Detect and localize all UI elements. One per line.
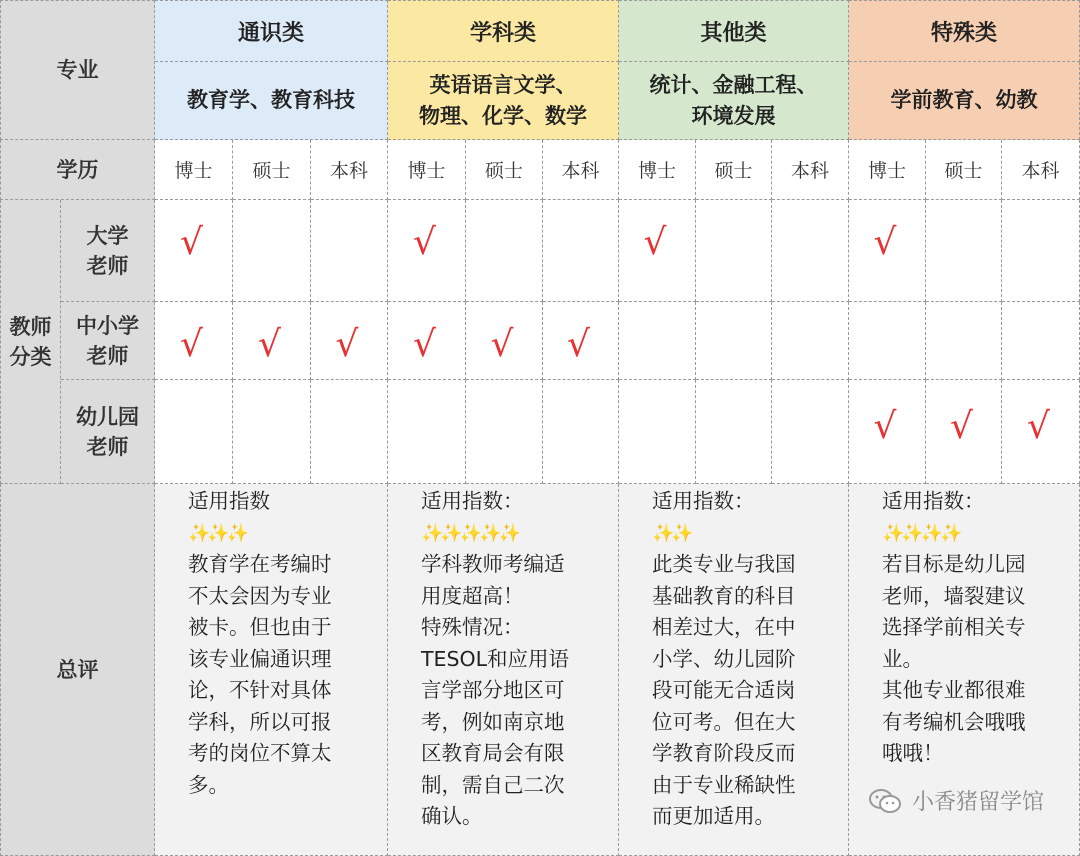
check-cell <box>772 302 849 380</box>
teacher-row-label: 大学 老师 <box>61 200 155 302</box>
check-mark: √ <box>567 324 590 365</box>
check-cell <box>233 302 311 380</box>
sparkle-rating: ✨✨✨✨✨ <box>421 522 519 544</box>
check-cell <box>466 302 543 380</box>
category-header: 通识类 <box>155 0 388 62</box>
check-cell <box>696 380 772 484</box>
check-cell <box>1002 302 1080 380</box>
category-header: 特殊类 <box>849 0 1080 62</box>
check-cell <box>849 200 926 302</box>
degree-cell: 硕士 <box>233 140 311 200</box>
review-title: 适用指数： <box>882 489 985 513</box>
check-mark: √ <box>258 324 281 365</box>
category-majors: 教育学、教育科技 <box>155 62 388 140</box>
check-cell <box>311 200 388 302</box>
teacher-row-label: 幼儿园 老师 <box>61 380 155 484</box>
check-mark: √ <box>413 222 436 263</box>
check-cell <box>619 380 696 484</box>
check-mark: √ <box>643 222 667 263</box>
check-cell <box>155 380 233 484</box>
review-text: 若目标是幼儿园 老师，墙裂建议 选择学前相关专 业。 其他专业都很难 有考编机会哦哦 哦哦！ <box>882 552 1026 765</box>
teacher-row-label: 中小学 老师 <box>61 302 155 380</box>
sparkle-rating: ✨✨ <box>652 522 691 544</box>
check-mark: √ <box>180 324 203 365</box>
watermark-text: 小香猪留学馆 <box>911 790 1044 815</box>
review-text: 教育学在考编时 不太会因为专业 被卡。但也由于 该专业偏通识理 论，不针对具体 学科，所以可报 考的岗位不算太 多。 <box>188 552 332 797</box>
check-mark: √ <box>335 324 359 365</box>
teacher-group-label: 教师 分类 <box>0 200 61 484</box>
degree-cell: 博士 <box>388 140 466 200</box>
review-title: 适用指数： <box>652 489 755 513</box>
check-cell <box>388 380 466 484</box>
check-cell <box>388 200 466 302</box>
sparkle-rating: ✨✨✨✨ <box>882 522 960 544</box>
degree-cell: 本科 <box>311 140 388 200</box>
check-mark: √ <box>490 324 514 365</box>
check-mark: √ <box>1027 406 1050 447</box>
review-text: 学科教师考编适 用度超高！ 特殊情况： TESOL和应用语 言学部分地区可 考，例如南京地 区教育局会有限 制，需自己二次 确认。 <box>421 552 570 828</box>
review-text: 此类专业与我国 基础教育的科目 相差过大，在中 小学、幼儿园阶 段可能无合适岗 位可考。但在大 学教育阶段反而 由于专业稀缺性 而更加适用。 <box>652 552 796 828</box>
check-cell <box>696 200 772 302</box>
check-cell <box>772 380 849 484</box>
category-majors: 学前教育、幼教 <box>849 62 1080 140</box>
check-cell <box>849 380 926 484</box>
check-cell <box>311 380 388 484</box>
check-cell <box>155 302 233 380</box>
degree-cell: 本科 <box>543 140 619 200</box>
degree-cell: 博士 <box>155 140 233 200</box>
check-cell <box>311 302 388 380</box>
check-cell <box>388 302 466 380</box>
review-cell <box>388 484 619 856</box>
degree-label: 学历 <box>0 140 155 200</box>
check-cell <box>1002 200 1080 302</box>
check-cell <box>619 200 696 302</box>
check-mark: √ <box>180 222 203 263</box>
check-mark: √ <box>873 222 897 263</box>
review-cell <box>619 484 849 856</box>
check-cell <box>233 380 311 484</box>
check-cell <box>926 302 1002 380</box>
check-cell <box>619 302 696 380</box>
check-cell <box>155 200 233 302</box>
wechat-icon <box>868 788 902 814</box>
check-mark: √ <box>413 324 436 365</box>
degree-cell: 硕士 <box>926 140 1002 200</box>
degree-cell: 硕士 <box>466 140 543 200</box>
check-mark: √ <box>950 406 973 447</box>
review-cell <box>155 484 388 856</box>
check-cell <box>543 302 619 380</box>
check-cell <box>772 200 849 302</box>
check-cell <box>543 380 619 484</box>
degree-cell: 博士 <box>619 140 696 200</box>
degree-cell: 本科 <box>772 140 849 200</box>
review-title: 适用指数 <box>188 489 270 513</box>
degree-cell: 本科 <box>1002 140 1080 200</box>
check-cell <box>926 380 1002 484</box>
review-title: 适用指数： <box>421 489 524 513</box>
sparkle-rating: ✨✨✨ <box>188 522 247 544</box>
watermark <box>868 785 1044 816</box>
summary-label: 总评 <box>0 484 155 856</box>
check-cell <box>926 200 1002 302</box>
category-header: 学科类 <box>388 0 619 62</box>
check-cell <box>1002 380 1080 484</box>
category-header: 其他类 <box>619 0 849 62</box>
check-mark: √ <box>873 406 897 447</box>
category-majors: 统计、金融工程、 环境发展 <box>619 62 849 140</box>
check-cell <box>233 200 311 302</box>
check-cell <box>696 302 772 380</box>
category-majors: 英语语言文学、 物理、化学、数学 <box>388 62 619 140</box>
major-label: 专业 <box>0 0 155 140</box>
check-cell <box>466 380 543 484</box>
check-cell <box>849 302 926 380</box>
degree-cell: 硕士 <box>696 140 772 200</box>
check-cell <box>466 200 543 302</box>
degree-cell: 博士 <box>849 140 926 200</box>
check-cell <box>543 200 619 302</box>
